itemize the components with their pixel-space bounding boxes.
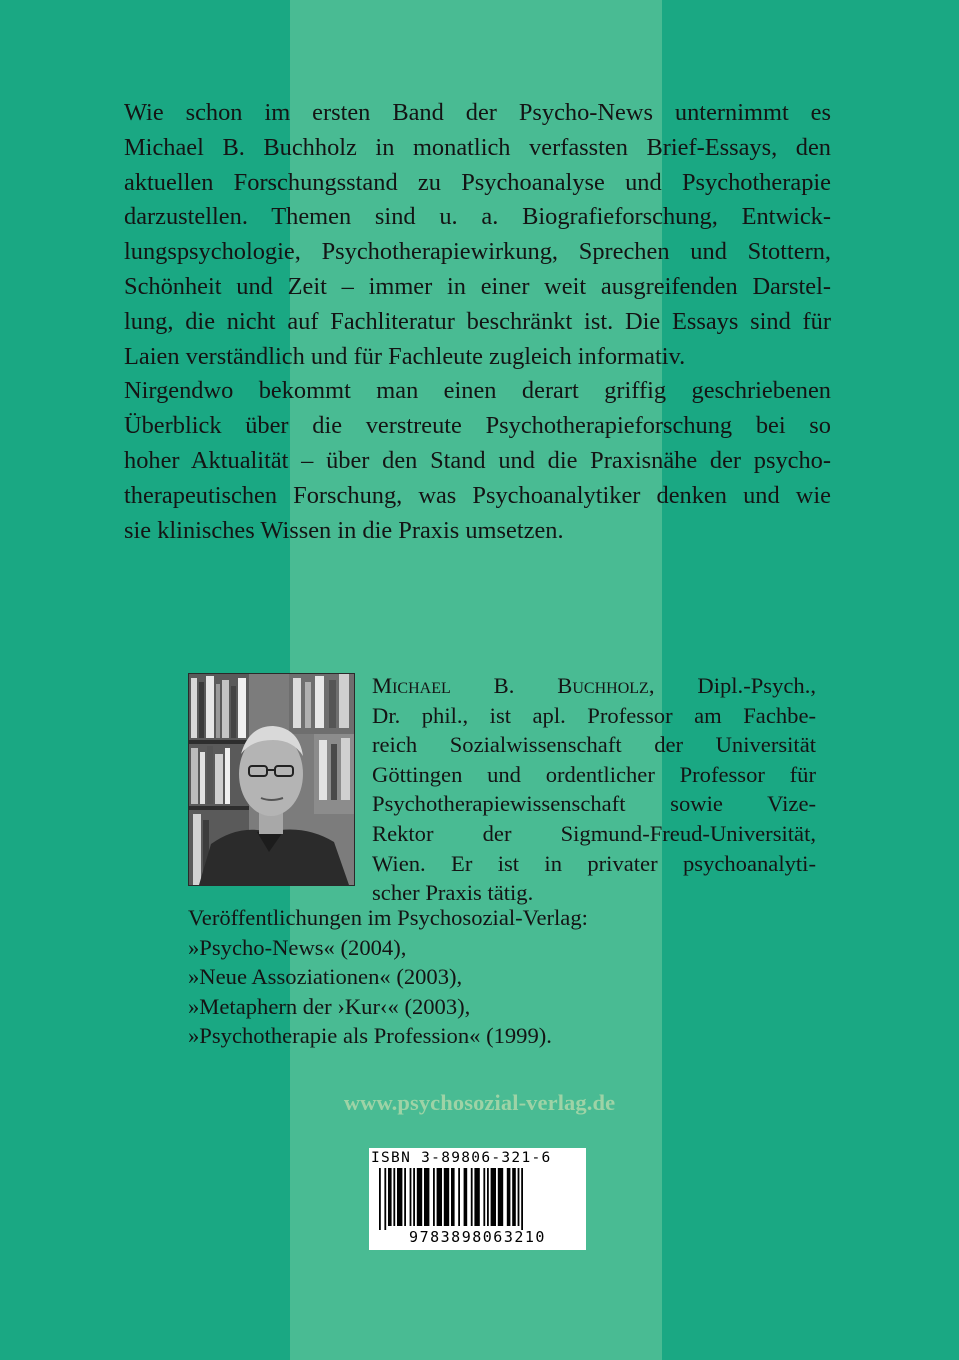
bio-line: Rektor der Sigmund-Freud-Universität, [372,820,816,846]
bio-line: Wien. Er ist in privater psychoanalyti- [372,850,816,876]
blurb-text [124,96,831,548]
author-photo [188,673,355,886]
blurb-line: lungspsychologie, Psychotherapiewirkung, Sprechen und Stottern, [124,238,831,266]
publisher-website-link[interactable]: www.psychosozial-verlag.de [343,1090,616,1115]
author-name: Michael B. Buchholz [372,673,649,698]
blurb-line: Schönheit und Zeit – immer in einer weit ausgreifenden Darstel- [124,272,831,300]
blurb-line: Überblick über die verstreute Psychotherapieforschung bei so [124,412,831,440]
blurb-line: aktuellen Forschungsstand zu Psychoanalyse und Psychotherapie [124,168,831,196]
publication-item: »Psycho-News« (2004), [188,934,407,960]
bio-line: , Dipl.-Psych., [648,673,816,698]
publication-item: »Psychotherapie als Profession« (1999). [188,1023,552,1049]
barcode-icon [377,1168,579,1230]
isbn-ean-number: 9783898063210 [409,1228,546,1246]
bio-line: Dr. phil., ist apl. Professor am Fachbe- [372,702,816,728]
publication-item: »Neue Assoziationen« (2003), [188,964,463,990]
bio-line: Göttingen und ordentlicher Professor für [372,761,816,787]
bio-line-first [372,671,816,701]
blurb-line: Michael B. Buchholz in monatlich verfassten Brief-Essays, den [124,133,831,161]
isbn-label: ISBN 3-89806-321-6 [371,1150,552,1166]
publication-item: »Metaphern der ›Kur‹« (2003), [188,993,471,1019]
blurb-line: therapeutischen Forschung, was Psychoanalytiker denken und wie [124,481,831,509]
blurb-line: hoher Aktualität – über den Stand und die Praxisnähe der psycho- [124,446,831,474]
blurb-line: Laien verständlich und für Fachleute zugleich informativ. [124,342,686,370]
publications-heading: Veröffentlichungen im Psychosozial-Verlag: [188,905,588,930]
blurb-line: Nirgendwo bekommt man einen derart griffig geschriebenen [124,377,831,405]
isbn-barcode-box [369,1148,586,1250]
blurb-line: sie klinisches Wissen in die Praxis umsetzen. [124,516,564,544]
bio-line: scher Praxis tätig. [372,880,534,906]
publications-list [188,903,788,1051]
bio-line: Psychotherapiewissenschaft sowie Vize- [372,791,816,817]
blurb-line: darzustellen. Themen sind u. a. Biografieforschung, Entwick- [124,203,831,231]
blurb-line: Wie schon im ersten Band der Psycho-News unternimmt es [124,99,831,126]
bio-line: reich Sozialwissenschaft der Universität [372,732,816,758]
author-bio [372,671,816,908]
blurb-line: lung, die nicht auf Fachliteratur beschränkt ist. Die Essays sind für [124,307,831,335]
